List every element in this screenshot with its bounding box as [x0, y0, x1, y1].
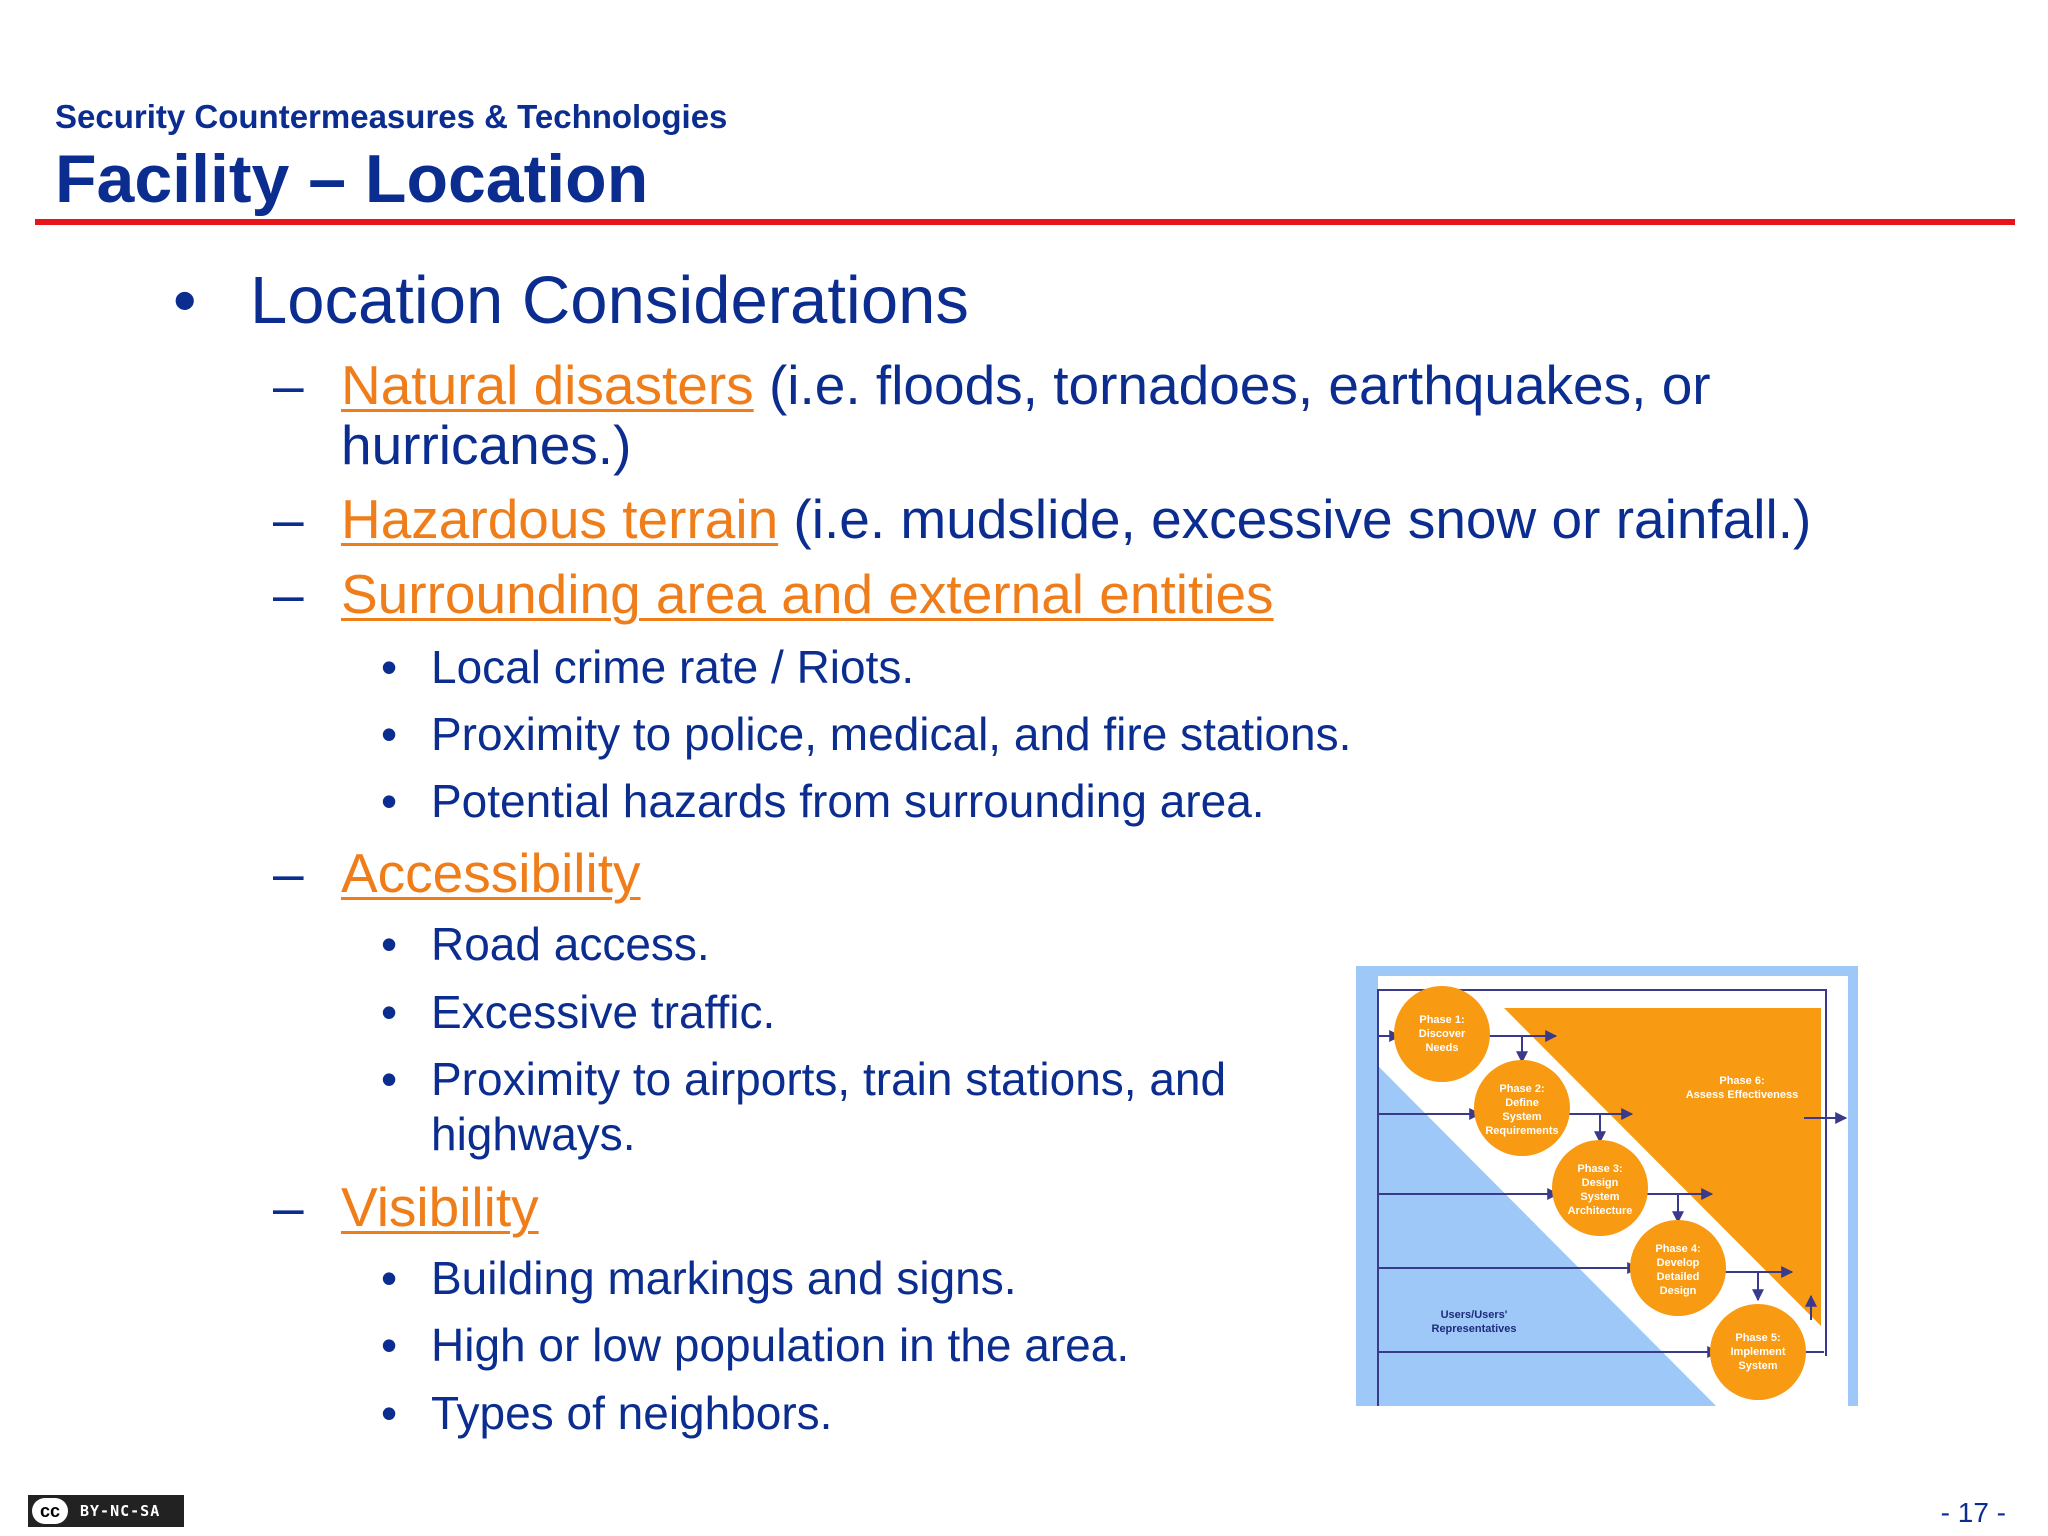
sub-bullet-visibility — [273, 1176, 539, 1238]
list-item — [381, 774, 1265, 828]
phase3-label: Phase 3: Design System Architecture — [1567, 1163, 1633, 1217]
list-item — [381, 1052, 1227, 1106]
link-surrounding-area[interactable]: Surrounding area and external entities — [341, 563, 1274, 625]
list-item-continuation — [431, 1107, 636, 1161]
list-item-text: High or low population in the area. — [431, 1319, 1130, 1371]
list-item — [381, 985, 776, 1039]
sub-bullet-natural-disasters — [273, 354, 1711, 416]
users-label: Users/Users' Representatives — [1431, 1309, 1517, 1335]
dash-mark: – — [273, 842, 304, 904]
list-item — [381, 1318, 1130, 1372]
list-item-text: Local crime rate / Riots. — [431, 641, 915, 693]
bullet-mark: • — [381, 1319, 398, 1371]
link-accessibility[interactable]: Accessibility — [341, 842, 641, 904]
page-number: - 17 - — [1940, 1497, 2006, 1528]
list-item — [381, 640, 915, 694]
sub-bullet-text: hurricanes.) — [341, 414, 632, 476]
list-item-text: Building markings and signs. — [431, 1252, 1017, 1304]
list-item-text: highways. — [431, 1108, 636, 1160]
phase5-label: Phase 5: Implement System — [1730, 1332, 1786, 1372]
list-item-text: Excessive traffic. — [431, 986, 776, 1038]
dash-mark: – — [273, 354, 304, 416]
main-bullet-text: Location Considerations — [250, 263, 969, 338]
phase4-label: Phase 4: Develop Detailed Design — [1655, 1243, 1701, 1297]
sub-bullet-accessibility — [273, 842, 641, 904]
cc-icon: cc — [32, 1498, 68, 1524]
link-natural-disasters[interactable]: Natural disasters — [341, 354, 754, 416]
bullet-mark: • — [173, 263, 197, 338]
sub-bullet-text: (i.e. floods, tornadoes, earthquakes, or — [753, 354, 1711, 416]
dash-mark: – — [273, 1176, 304, 1238]
list-item — [381, 1386, 833, 1440]
bullet-mark: • — [381, 641, 398, 693]
list-item — [381, 917, 710, 971]
title-divider — [35, 219, 2015, 225]
sub-bullet-hazardous-terrain — [273, 488, 1812, 550]
bullet-mark: • — [381, 918, 398, 970]
phase2-label: Phase 2: Define System Requirements — [1485, 1083, 1559, 1137]
slide-subtitle: Security Countermeasures & Technologies — [55, 98, 728, 135]
bullet-mark: • — [381, 1252, 398, 1304]
list-item-text: Proximity to police, medical, and fire stations. — [431, 708, 1352, 760]
sub-bullet-surrounding-area — [273, 563, 1274, 625]
bullet-mark: • — [381, 1387, 398, 1439]
list-item-text: Types of neighbors. — [431, 1387, 833, 1439]
list-item-text: Road access. — [431, 918, 710, 970]
dash-mark: – — [273, 488, 304, 550]
link-hazardous-terrain[interactable]: Hazardous terrain — [341, 488, 779, 550]
license-text: BY-NC-SA — [80, 1502, 161, 1520]
bullet-mark: • — [381, 775, 398, 827]
list-item-text: Potential hazards from surrounding area. — [431, 775, 1265, 827]
phase-diagram — [1356, 966, 1858, 1406]
dash-mark: – — [273, 563, 304, 625]
sub-bullet-text: (i.e. mudslide, excessive snow or rainfall.) — [778, 488, 1812, 550]
slide-title: Facility – Location — [55, 141, 649, 217]
cc-license-badge[interactable] — [28, 1495, 184, 1527]
bullet-mark: • — [381, 708, 398, 760]
bullet-mark: • — [381, 1053, 398, 1105]
list-item-text: Proximity to airports, train stations, and — [431, 1053, 1227, 1105]
list-item — [381, 1251, 1017, 1305]
phase6-label: Phase 6: Assess Effectiveness — [1685, 1075, 1799, 1101]
sub-bullet-continuation — [341, 415, 631, 475]
phase1-label: Phase 1: Discover Needs — [1418, 1014, 1466, 1054]
list-item — [381, 707, 1352, 761]
main-bullet — [173, 262, 969, 339]
bullet-mark: • — [381, 986, 398, 1038]
link-visibility[interactable]: Visibility — [341, 1176, 539, 1238]
